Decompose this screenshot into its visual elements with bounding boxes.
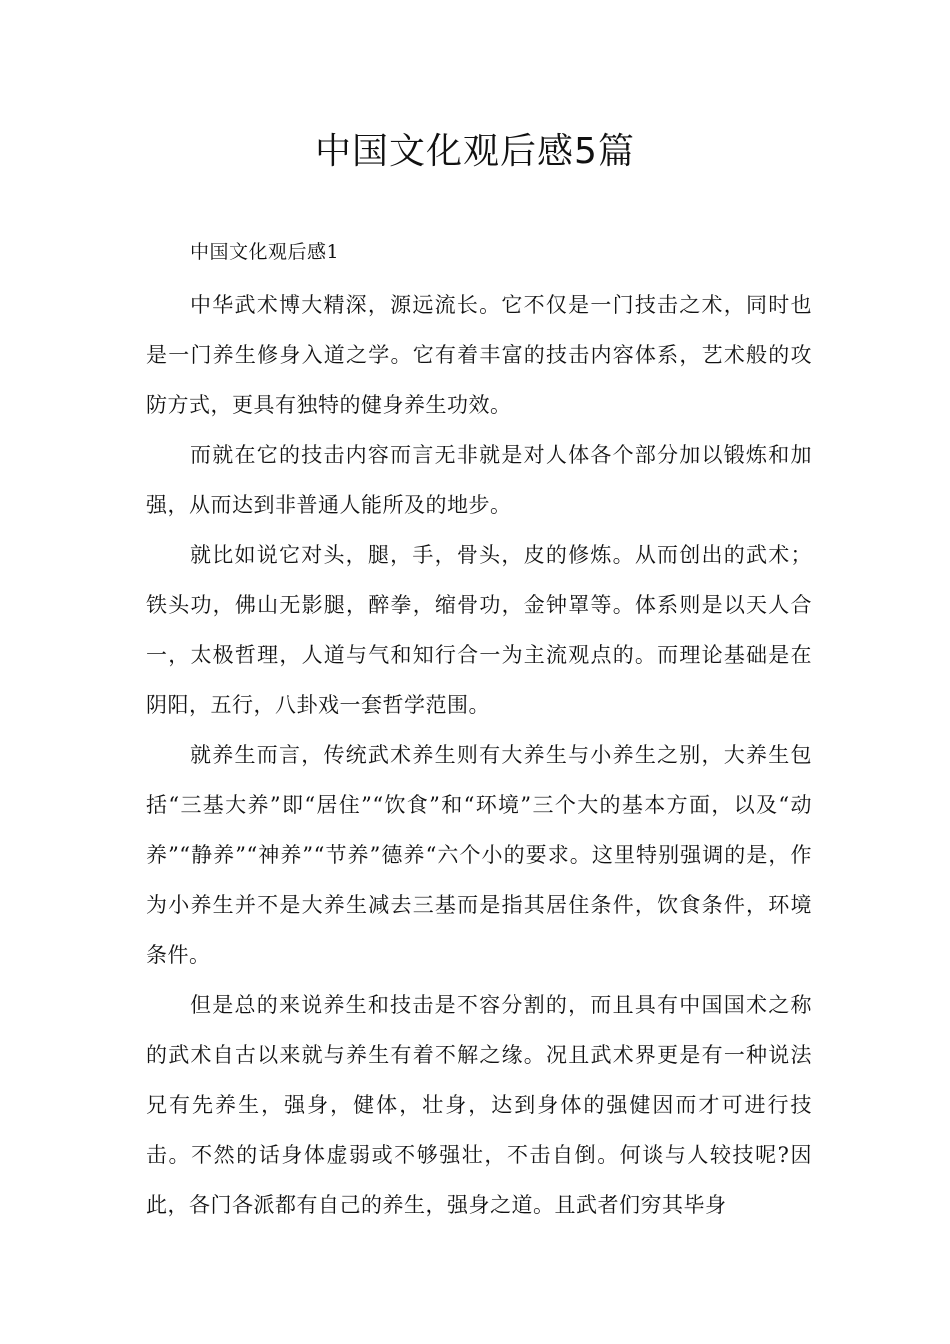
paragraph: 就养生而言，传统武术养生则有大养生与小养生之别，大养生包括“三基大养”即“居住”“饮食”和“环境”三个大的基本方面，以及“动养”“静养”“神养”“节养”德养“六个小的要求。这里特别强调的是，作为小养生并不是大养生减去三基而是指其居住条件，饮食条件，环境条件。 — [146, 743, 812, 967]
document-body — [146, 232, 812, 1230]
section-heading: 中国文化观后感1 — [190, 241, 340, 263]
paragraph: 中华武术博大精深，源远流长。它不仅是一门技击之术，同时也是一门养生修身入道之学。它有着丰富的技击内容体系，艺术般的攻防方式，更具有独特的健身养生功效。 — [146, 293, 812, 417]
paragraph: 就比如说它对头，腿，手，骨头，皮的修炼。从而创出的武术；铁头功，佛山无影腿，醉拳，缩骨功，金钟罩等。体系则是以天人合一，太极哲理，人道与气和知行合一为主流观点的。而理论基础是在阴阳，五行，八卦戏一套哲学范围。 — [146, 543, 812, 717]
paragraph: 但是总的来说养生和技击是不容分割的，而且具有中国国术之称的武术自古以来就与养生有着不解之缘。况且武术界更是有一种说法兄有先养生，强身，健体，壮身，达到身体的强健因而才可进行技击。不然的话身体虚弱或不够强壮，不击自倒。何谈与人较技呢?因此，各门各派都有自己的养生，强身之道。且武者们穷其毕身 — [146, 993, 812, 1217]
document-title: 中国文化观后感5篇 — [315, 131, 635, 172]
paragraph: 而就在它的技击内容而言无非就是对人体各个部分加以锻炼和加强，从而达到非普通人能所及的地步。 — [146, 443, 812, 517]
